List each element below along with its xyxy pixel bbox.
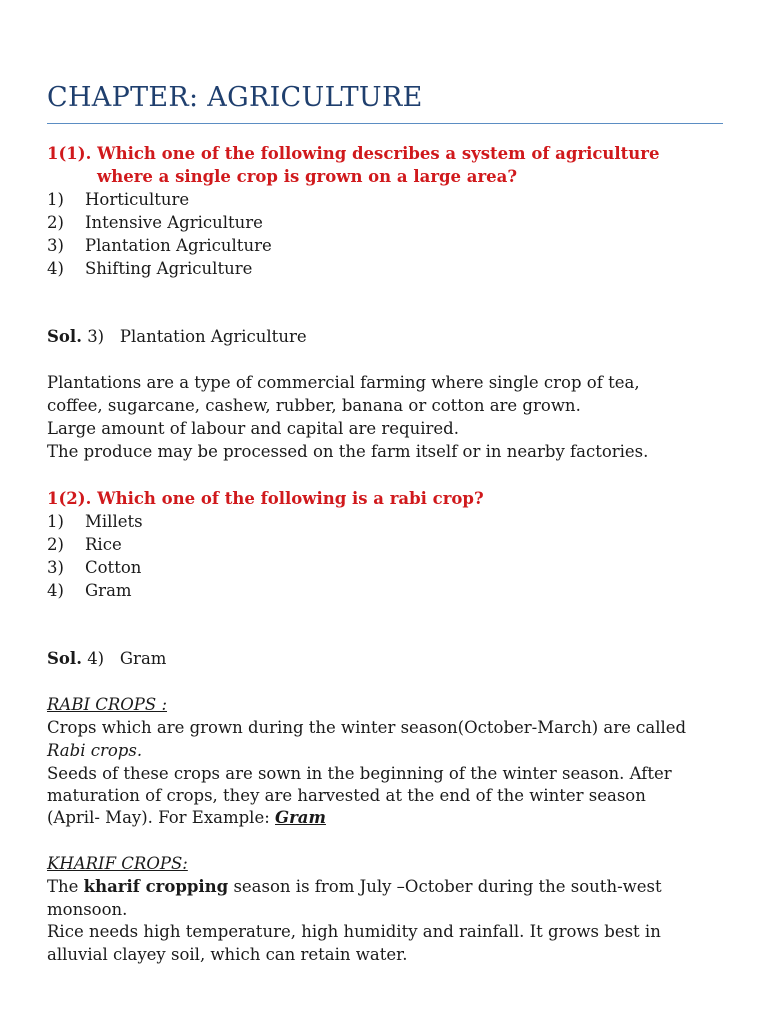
rabi-example-prefix: (April- May). For Example: xyxy=(47,808,276,827)
kharif-text-line: monsoon. xyxy=(47,900,128,919)
solution-answer: Gram xyxy=(119,649,167,668)
q1-option-3 xyxy=(47,234,272,257)
option-label: Plantation Agriculture xyxy=(85,236,272,255)
option-number: 1) xyxy=(47,512,64,531)
q1-solution xyxy=(47,325,307,348)
rabi-text-line: Rabi crops. xyxy=(47,741,143,760)
option-number: 3) xyxy=(47,236,64,255)
question-2 xyxy=(47,487,484,510)
q1-explanation-line: coffee, sugarcane, cashew, rubber, banana or cotton are grown. xyxy=(47,396,581,415)
option-label: Horticulture xyxy=(85,190,190,209)
rabi-text-line: Crops which are grown during the winter season(October-March) are called xyxy=(47,718,687,737)
rabi-example-emphasis: Gram xyxy=(275,808,326,827)
solution-label: Sol. xyxy=(47,649,82,668)
rabi-heading: RABI CROPS : xyxy=(47,695,168,714)
question-2-text: Which one of the following is a rabi crop? xyxy=(97,489,484,508)
q2-option-3 xyxy=(47,556,141,579)
option-label: Shifting Agriculture xyxy=(85,259,253,278)
solution-label: Sol. xyxy=(47,327,82,346)
kharif-emphasis: kharif cropping xyxy=(83,877,229,896)
option-label: Gram xyxy=(85,581,132,600)
q1-explanation-line: Large amount of labour and capital are required. xyxy=(47,419,459,438)
q2-solution xyxy=(47,647,166,670)
option-label: Intensive Agriculture xyxy=(85,213,263,232)
question-2-number: 1(2). xyxy=(47,489,92,508)
chapter-title: CHAPTER: AGRICULTURE xyxy=(47,82,423,113)
solution-answer: Plantation Agriculture xyxy=(119,327,307,346)
question-1-line1 xyxy=(47,142,660,165)
option-number: 4) xyxy=(47,259,64,278)
question-1-number: 1(1). xyxy=(47,144,92,163)
q1-explanation-line: The produce may be processed on the farm itself or in nearby factories. xyxy=(47,442,649,461)
option-label: Millets xyxy=(85,512,143,531)
kharif-suffix: season is from July –October during the south-west xyxy=(228,877,662,896)
solution-number: 3) xyxy=(87,327,105,346)
option-label: Cotton xyxy=(85,558,142,577)
option-label: Rice xyxy=(85,535,122,554)
kharif-text-line xyxy=(47,875,662,898)
title-divider xyxy=(47,123,723,124)
option-number: 1) xyxy=(47,190,64,209)
q1-option-1 xyxy=(47,188,189,211)
q2-option-2 xyxy=(47,533,122,556)
question-1-text: Which one of the following describes a system of agriculture xyxy=(97,144,660,163)
option-number: 4) xyxy=(47,581,64,600)
q1-option-2 xyxy=(47,211,263,234)
q2-option-4 xyxy=(47,579,132,602)
q1-explanation-line: Plantations are a type of commercial farming where single crop of tea, xyxy=(47,373,640,392)
q1-option-4 xyxy=(47,257,252,280)
rabi-text-line: maturation of crops, they are harvested at the end of the winter season xyxy=(47,786,646,805)
rabi-text-line xyxy=(47,806,326,829)
kharif-text-line: Rice needs high temperature, high humidity and rainfall. It grows best in xyxy=(47,922,661,941)
q2-option-1 xyxy=(47,510,143,533)
kharif-text-line: alluvial clayey soil, which can retain water. xyxy=(47,945,408,964)
kharif-prefix: The xyxy=(47,877,84,896)
kharif-heading: KHARIF CROPS: xyxy=(47,854,188,873)
question-1-line2: where a single crop is grown on a large area? xyxy=(97,167,518,186)
option-number: 3) xyxy=(47,558,64,577)
option-number: 2) xyxy=(47,535,64,554)
rabi-text-line: Seeds of these crops are sown in the beginning of the winter season. After xyxy=(47,764,672,783)
solution-number: 4) xyxy=(87,649,105,668)
option-number: 2) xyxy=(47,213,64,232)
